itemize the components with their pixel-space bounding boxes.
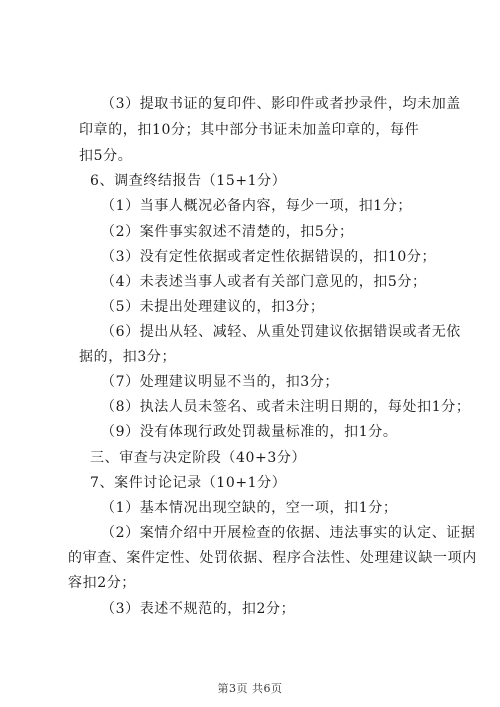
text-line: 据的，扣3分； — [79, 349, 177, 365]
text-line: （2）案情介绍中开展检查的依据、违法事实的认定、证据 — [101, 525, 476, 541]
text-line: 的审查、案件定性、处罚依据、程序合法性、处理建议缺一项内 — [68, 550, 477, 566]
text-line: 扣5分。 — [79, 148, 133, 164]
text-line: （4）未表述当事人或者有关部门意见的，扣5分； — [101, 274, 427, 290]
text-line: （6）提出从轻、减轻、从重处罚建议依据错误或者无依 — [101, 324, 461, 340]
section-heading: 6、调查终结报告（15+1分） — [90, 173, 287, 189]
text-line: 容扣2分； — [68, 575, 136, 591]
text-line: （1）基本情况出现空缺的，空一项，扣1分； — [101, 500, 398, 516]
page-number-footer: 第3页 共6页 — [217, 682, 283, 695]
text-line: （5）未提出处理建议的，扣3分； — [101, 299, 325, 315]
section-heading: 三、审查与决定阶段（40+3分） — [90, 450, 307, 466]
text-line: （3）表述不规范的，扣2分； — [101, 601, 296, 617]
text-line: （9）没有体现行政处罚裁量标准的，扣1分。 — [101, 424, 398, 440]
text-line: 印章的，扣10分；其中部分书证未加盖印章的，每件 — [79, 122, 420, 138]
text-line: （2）案件事实叙述不清楚的，扣5分； — [101, 224, 354, 240]
text-line: （3）提取书证的复印件、影印件或者抄录件，均未加盖 — [101, 96, 461, 112]
text-line: （7）处理建议明显不当的，扣3分； — [101, 374, 340, 390]
text-line: （1）当事人概况必备内容，每少一项，扣1分； — [101, 198, 413, 214]
text-line: （3）没有定性依据或者定性依据错误的，扣10分； — [101, 249, 437, 265]
text-line: （8）执法人员未签名、或者未注明日期的，每处扣1分； — [101, 399, 471, 415]
section-heading: 7、案件讨论记录（10+1分） — [90, 475, 287, 491]
